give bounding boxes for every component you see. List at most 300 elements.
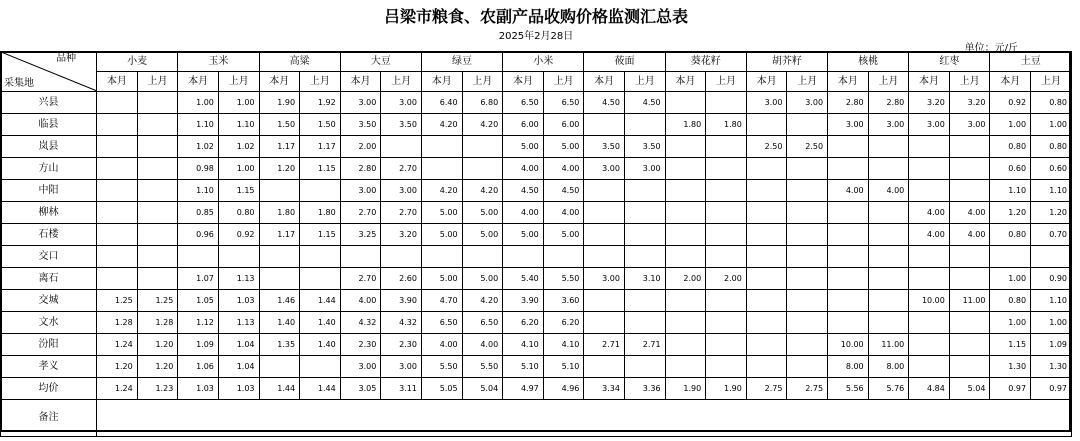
price-cell <box>746 180 787 202</box>
table-row <box>1 356 1072 378</box>
price-cell: 1.02 <box>178 136 219 158</box>
table-row <box>1 334 1072 356</box>
price-cell: 3.05 <box>340 378 381 400</box>
price-cell: 6.80 <box>462 92 503 114</box>
price-cell: 3.25 <box>340 224 381 246</box>
price-cell: 2.75 <box>746 378 787 400</box>
price-cell: 0.98 <box>178 158 219 180</box>
price-cell: 1.20 <box>137 334 178 356</box>
price-cell: 2.80 <box>828 92 869 114</box>
price-cell <box>787 114 828 136</box>
price-cell: 3.00 <box>624 158 665 180</box>
price-cell: 1.24 <box>97 378 138 400</box>
header-row-months <box>1 72 1072 92</box>
price-cell: 3.00 <box>381 92 422 114</box>
price-cell: 1.00 <box>218 158 259 180</box>
price-cell: 3.20 <box>381 224 422 246</box>
price-cell: 1.00 <box>218 92 259 114</box>
location-cell: 汾阳 <box>1 334 97 356</box>
report-date: 2025年2月28日 <box>498 31 574 42</box>
price-cell <box>624 312 665 334</box>
price-cell: 5.04 <box>462 378 503 400</box>
price-cell <box>706 290 747 312</box>
price-cell <box>137 158 178 180</box>
price-cell: 0.80 <box>1031 92 1072 114</box>
price-cell <box>909 268 950 290</box>
price-cell <box>584 114 625 136</box>
location-cell: 中阳 <box>1 180 97 202</box>
price-cell: 1.35 <box>259 334 300 356</box>
price-cell: 1.50 <box>259 114 300 136</box>
location-cell: 文水 <box>1 312 97 334</box>
product-header: 土豆 <box>990 52 1072 72</box>
price-cell: 3.50 <box>624 136 665 158</box>
price-cell <box>706 92 747 114</box>
product-header: 小米 <box>503 52 584 72</box>
product-header: 小麦 <box>97 52 178 72</box>
price-cell: 4.00 <box>503 202 544 224</box>
price-cell: 4.84 <box>909 378 950 400</box>
price-cell: 3.00 <box>340 180 381 202</box>
price-cell <box>746 158 787 180</box>
price-cell: 1.15 <box>300 158 341 180</box>
price-cell <box>787 180 828 202</box>
price-cell: 3.50 <box>340 114 381 136</box>
location-cell: 离石 <box>1 268 97 290</box>
price-cell <box>665 202 706 224</box>
price-cell: 2.30 <box>340 334 381 356</box>
price-cell <box>624 180 665 202</box>
price-cell <box>828 246 869 268</box>
price-cell: 4.20 <box>462 114 503 136</box>
price-cell: 1.15 <box>990 334 1031 356</box>
price-cell <box>787 290 828 312</box>
price-cell <box>706 224 747 246</box>
price-cell <box>949 356 990 378</box>
price-cell <box>137 180 178 202</box>
price-cell <box>949 158 990 180</box>
last-month-header: 上月 <box>787 72 828 92</box>
price-cell: 4.00 <box>868 180 909 202</box>
price-cell: 1.00 <box>990 312 1031 334</box>
price-cell: 11.00 <box>949 290 990 312</box>
last-month-header: 上月 <box>1031 72 1072 92</box>
price-cell: 6.40 <box>421 92 462 114</box>
price-cell <box>665 312 706 334</box>
location-cell: 石楼 <box>1 224 97 246</box>
price-cell <box>624 356 665 378</box>
price-cell: 1.00 <box>990 114 1031 136</box>
price-cell: 2.30 <box>381 334 422 356</box>
price-cell: 1.03 <box>218 378 259 400</box>
price-cell <box>828 268 869 290</box>
notes-row <box>1 400 1072 437</box>
price-cell <box>706 158 747 180</box>
price-cell <box>949 246 990 268</box>
price-cell <box>706 136 747 158</box>
product-header: 高粱 <box>259 52 340 72</box>
price-cell: 3.36 <box>624 378 665 400</box>
price-cell <box>584 224 625 246</box>
price-cell: 1.12 <box>178 312 219 334</box>
price-cell <box>178 246 219 268</box>
price-cell <box>259 246 300 268</box>
price-cell: 3.00 <box>828 114 869 136</box>
price-cell <box>868 290 909 312</box>
price-cell: 1.05 <box>178 290 219 312</box>
price-cell <box>97 114 138 136</box>
price-cell <box>787 202 828 224</box>
price-cell <box>381 136 422 158</box>
price-cell: 1.25 <box>137 290 178 312</box>
location-cell: 岚县 <box>1 136 97 158</box>
price-cell: 1.00 <box>178 92 219 114</box>
price-cell: 1.28 <box>137 312 178 334</box>
price-cell: 1.10 <box>990 180 1031 202</box>
price-cell <box>137 202 178 224</box>
price-cell <box>868 136 909 158</box>
price-cell <box>706 312 747 334</box>
price-cell: 4.50 <box>624 92 665 114</box>
price-cell <box>909 312 950 334</box>
price-cell: 1.20 <box>1031 202 1072 224</box>
price-cell <box>665 290 706 312</box>
price-cell: 1.10 <box>218 114 259 136</box>
price-cell <box>624 290 665 312</box>
price-cell: 5.00 <box>421 202 462 224</box>
price-cell: 2.70 <box>340 268 381 290</box>
location-cell: 交城 <box>1 290 97 312</box>
price-cell: 1.04 <box>218 356 259 378</box>
price-cell: 5.00 <box>421 268 462 290</box>
price-cell: 4.10 <box>543 334 584 356</box>
price-cell: 3.00 <box>746 92 787 114</box>
last-month-header: 上月 <box>868 72 909 92</box>
price-cell: 1.20 <box>990 202 1031 224</box>
price-cell <box>462 136 503 158</box>
price-cell <box>97 246 138 268</box>
this-month-header: 本月 <box>97 72 138 92</box>
price-cell: 3.11 <box>381 378 422 400</box>
price-cell: 3.20 <box>949 92 990 114</box>
price-cell: 3.00 <box>340 356 381 378</box>
price-cell: 1.13 <box>218 312 259 334</box>
price-cell: 5.00 <box>421 224 462 246</box>
table-row <box>1 114 1072 136</box>
price-cell: 1.92 <box>300 92 341 114</box>
price-cell: 4.20 <box>421 114 462 136</box>
price-cell <box>949 180 990 202</box>
price-cell: 2.80 <box>868 92 909 114</box>
price-cell: 5.00 <box>503 136 544 158</box>
price-cell: 6.50 <box>543 92 584 114</box>
price-cell: 3.00 <box>787 92 828 114</box>
price-cell <box>624 224 665 246</box>
price-cell: 1.13 <box>218 268 259 290</box>
location-cell: 临县 <box>1 114 97 136</box>
price-cell <box>1031 246 1072 268</box>
price-cell <box>462 246 503 268</box>
price-cell <box>137 136 178 158</box>
price-cell: 4.50 <box>584 92 625 114</box>
price-cell <box>828 202 869 224</box>
location-cell: 孝义 <box>1 356 97 378</box>
price-cell <box>665 92 706 114</box>
price-cell: 4.20 <box>421 180 462 202</box>
this-month-header: 本月 <box>503 72 544 92</box>
price-cell: 6.20 <box>503 312 544 334</box>
price-cell <box>828 136 869 158</box>
this-month-header: 本月 <box>909 72 950 92</box>
price-cell: 5.04 <box>949 378 990 400</box>
price-table <box>0 51 1072 437</box>
price-cell: 5.10 <box>503 356 544 378</box>
price-cell: 1.10 <box>178 114 219 136</box>
price-cell <box>462 158 503 180</box>
price-cell <box>381 246 422 268</box>
price-cell: 1.40 <box>259 312 300 334</box>
price-cell: 4.20 <box>462 180 503 202</box>
price-cell: 0.80 <box>218 202 259 224</box>
price-cell <box>259 180 300 202</box>
price-cell: 1.02 <box>218 136 259 158</box>
notes-label: 备注 <box>1 400 97 437</box>
price-cell: 5.00 <box>543 224 584 246</box>
last-month-header: 上月 <box>462 72 503 92</box>
price-cell <box>746 268 787 290</box>
price-cell: 2.50 <box>746 136 787 158</box>
price-cell: 5.50 <box>462 356 503 378</box>
price-cell: 4.50 <box>543 180 584 202</box>
price-cell: 3.50 <box>584 136 625 158</box>
price-cell: 1.10 <box>1031 290 1072 312</box>
location-cell: 均价 <box>1 378 97 400</box>
price-cell <box>949 268 990 290</box>
price-cell <box>259 356 300 378</box>
this-month-header: 本月 <box>746 72 787 92</box>
table-row <box>1 92 1072 114</box>
price-cell <box>300 180 341 202</box>
price-cell: 1.09 <box>178 334 219 356</box>
price-cell: 2.00 <box>340 136 381 158</box>
price-cell: 1.17 <box>259 136 300 158</box>
price-cell <box>665 180 706 202</box>
price-cell <box>706 356 747 378</box>
price-cell: 3.00 <box>381 356 422 378</box>
price-cell: 8.00 <box>868 356 909 378</box>
this-month-header: 本月 <box>990 72 1031 92</box>
price-cell: 0.80 <box>990 224 1031 246</box>
price-cell <box>218 246 259 268</box>
this-month-header: 本月 <box>421 72 462 92</box>
price-cell: 1.80 <box>665 114 706 136</box>
price-cell <box>584 356 625 378</box>
price-cell: 3.00 <box>584 158 625 180</box>
last-month-header: 上月 <box>543 72 584 92</box>
price-cell: 5.10 <box>543 356 584 378</box>
price-cell <box>584 180 625 202</box>
price-cell: 4.00 <box>462 334 503 356</box>
price-cell: 2.70 <box>381 158 422 180</box>
product-header: 绿豆 <box>421 52 502 72</box>
table-row <box>1 268 1072 290</box>
last-month-header: 上月 <box>300 72 341 92</box>
price-cell: 1.24 <box>97 334 138 356</box>
price-cell <box>787 268 828 290</box>
price-cell <box>584 312 625 334</box>
price-cell: 4.00 <box>503 158 544 180</box>
price-cell <box>787 334 828 356</box>
price-cell: 3.20 <box>909 92 950 114</box>
price-cell: 4.32 <box>381 312 422 334</box>
price-cell: 0.90 <box>1031 268 1072 290</box>
price-cell: 4.20 <box>462 290 503 312</box>
price-cell: 5.56 <box>828 378 869 400</box>
price-cell <box>137 92 178 114</box>
last-month-header: 上月 <box>949 72 990 92</box>
last-month-header: 上月 <box>624 72 665 92</box>
price-cell <box>746 224 787 246</box>
price-cell: 3.34 <box>584 378 625 400</box>
price-cell: 5.00 <box>462 268 503 290</box>
price-cell: 2.60 <box>381 268 422 290</box>
price-cell: 3.90 <box>503 290 544 312</box>
price-cell: 1.04 <box>218 334 259 356</box>
price-cell <box>909 180 950 202</box>
product-header: 大豆 <box>340 52 421 72</box>
price-cell <box>137 246 178 268</box>
price-cell <box>909 158 950 180</box>
price-cell: 0.92 <box>218 224 259 246</box>
price-cell: 4.00 <box>543 158 584 180</box>
price-cell: 4.70 <box>421 290 462 312</box>
price-cell <box>909 334 950 356</box>
price-cell: 0.80 <box>990 290 1031 312</box>
price-cell: 1.07 <box>178 268 219 290</box>
price-cell <box>909 136 950 158</box>
price-cell <box>706 180 747 202</box>
price-cell <box>868 202 909 224</box>
price-cell <box>746 334 787 356</box>
last-month-header: 上月 <box>706 72 747 92</box>
price-cell <box>300 246 341 268</box>
price-cell: 1.03 <box>178 378 219 400</box>
price-cell <box>868 312 909 334</box>
price-cell <box>665 356 706 378</box>
price-cell: 6.20 <box>543 312 584 334</box>
price-cell: 6.50 <box>503 92 544 114</box>
location-axis-label: 采集地 <box>4 78 34 89</box>
price-cell: 1.28 <box>97 312 138 334</box>
price-cell <box>706 246 747 268</box>
price-cell <box>828 224 869 246</box>
table-row <box>1 312 1072 334</box>
price-cell: 5.40 <box>503 268 544 290</box>
price-cell: 3.60 <box>543 290 584 312</box>
price-cell <box>868 246 909 268</box>
price-cell <box>97 92 138 114</box>
price-cell: 1.50 <box>300 114 341 136</box>
price-cell <box>868 268 909 290</box>
price-cell: 5.00 <box>543 136 584 158</box>
price-cell <box>97 158 138 180</box>
price-cell: 1.90 <box>706 378 747 400</box>
price-cell: 2.75 <box>787 378 828 400</box>
this-month-header: 本月 <box>178 72 219 92</box>
price-cell: 3.00 <box>584 268 625 290</box>
price-cell: 1.20 <box>137 356 178 378</box>
corner-header <box>1 52 97 92</box>
price-cell: 1.23 <box>137 378 178 400</box>
price-cell <box>421 136 462 158</box>
product-header: 玉米 <box>178 52 259 72</box>
price-cell: 1.44 <box>300 378 341 400</box>
price-cell <box>624 246 665 268</box>
price-cell: 2.71 <box>624 334 665 356</box>
price-cell: 1.46 <box>259 290 300 312</box>
price-cell: 1.44 <box>300 290 341 312</box>
price-cell <box>909 246 950 268</box>
price-cell: 1.00 <box>1031 114 1072 136</box>
price-cell <box>543 246 584 268</box>
price-cell <box>503 246 544 268</box>
product-header: 红枣 <box>909 52 990 72</box>
price-cell <box>584 202 625 224</box>
price-cell: 5.76 <box>868 378 909 400</box>
price-cell: 6.00 <box>503 114 544 136</box>
price-cell: 3.90 <box>381 290 422 312</box>
price-cell: 4.00 <box>949 202 990 224</box>
price-cell: 1.20 <box>97 356 138 378</box>
price-cell: 1.30 <box>1031 356 1072 378</box>
price-cell: 4.10 <box>503 334 544 356</box>
table-row <box>1 224 1072 246</box>
price-cell: 1.00 <box>1031 312 1072 334</box>
table-row <box>1 158 1072 180</box>
price-cell <box>746 202 787 224</box>
price-cell: 1.25 <box>97 290 138 312</box>
last-month-header: 上月 <box>218 72 259 92</box>
location-cell: 柳林 <box>1 202 97 224</box>
product-axis-label: 品种 <box>56 53 77 64</box>
price-cell: 0.80 <box>1031 136 1072 158</box>
price-cell: 10.00 <box>909 290 950 312</box>
price-cell: 0.97 <box>1031 378 1072 400</box>
location-cell: 交口 <box>1 246 97 268</box>
price-cell <box>300 356 341 378</box>
average-row <box>1 378 1072 400</box>
this-month-header: 本月 <box>828 72 869 92</box>
price-cell: 2.00 <box>665 268 706 290</box>
price-cell: 1.80 <box>259 202 300 224</box>
price-cell: 5.50 <box>421 356 462 378</box>
table-row <box>1 290 1072 312</box>
price-cell <box>665 224 706 246</box>
price-cell: 3.10 <box>624 268 665 290</box>
price-cell: 3.50 <box>381 114 422 136</box>
table-row <box>1 136 1072 158</box>
price-cell: 0.96 <box>178 224 219 246</box>
price-cell: 4.00 <box>421 334 462 356</box>
price-cell: 1.09 <box>1031 334 1072 356</box>
price-cell: 4.97 <box>503 378 544 400</box>
price-cell: 0.80 <box>990 136 1031 158</box>
this-month-header: 本月 <box>259 72 300 92</box>
price-cell: 6.50 <box>462 312 503 334</box>
price-cell: 4.00 <box>828 180 869 202</box>
price-cell <box>746 114 787 136</box>
price-cell: 1.06 <box>178 356 219 378</box>
